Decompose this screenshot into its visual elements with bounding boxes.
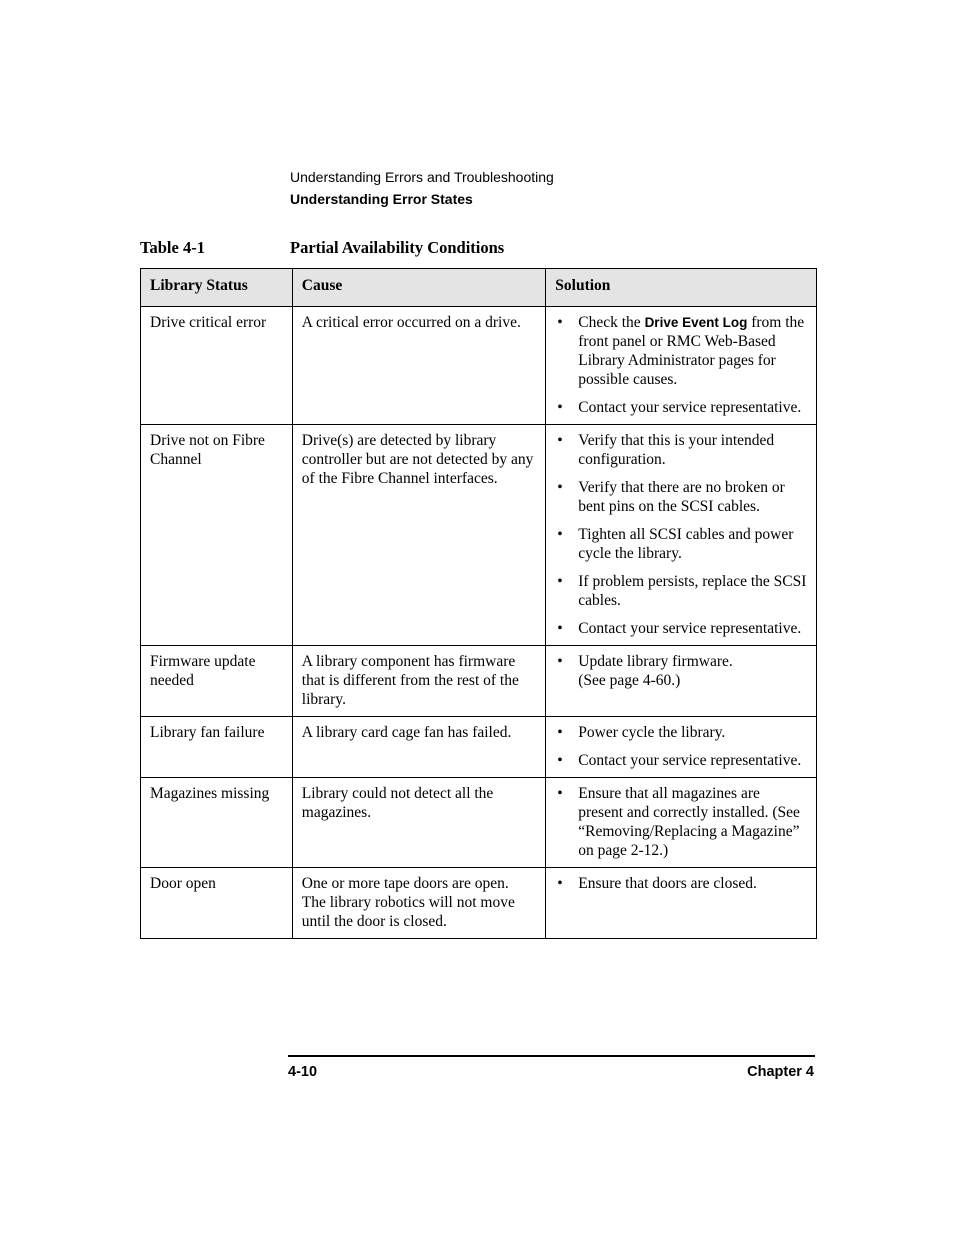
status-cell: Drive not on Fibre Channel	[141, 425, 293, 646]
solution-item: • Power cycle the library.	[557, 724, 726, 741]
bullet-icon: •	[557, 399, 563, 416]
page-number: 4-10	[288, 1064, 318, 1080]
table-title: Partial Availability Conditions	[290, 238, 505, 257]
bullet-icon: •	[557, 314, 563, 331]
status-cell: Door open	[141, 868, 293, 939]
solution-cell	[546, 868, 817, 939]
solution-item: • Tighten all SCSI cables and power cycle the library.	[557, 526, 794, 562]
bullet-icon: •	[557, 752, 563, 769]
solution-list	[555, 652, 807, 690]
solution-list	[555, 784, 807, 860]
solution-list	[555, 723, 807, 770]
bullet-icon: •	[557, 432, 563, 449]
table-row	[141, 425, 817, 646]
table-row	[141, 717, 817, 778]
solution-cell	[546, 646, 817, 717]
solution-item: • Update library firmware. (See page 4-60.)	[557, 653, 733, 689]
bullet-icon: •	[557, 785, 563, 802]
bullet-icon: •	[557, 479, 563, 496]
column-header-solution: Solution	[546, 269, 817, 307]
solution-item: • Ensure that doors are closed.	[557, 875, 757, 892]
status-cell: Firmware update needed	[141, 646, 293, 717]
solution-item: • Check the Drive Event Log from the front panel or RMC Web-Based Library Administrator pages for possible causes.	[557, 314, 805, 388]
bullet-icon: •	[557, 620, 563, 637]
table-row	[141, 778, 817, 868]
page-reference: (See page 4-60.)	[578, 672, 681, 689]
solution-cell	[546, 307, 817, 425]
solution-item: • Contact your service representative.	[557, 620, 802, 637]
section-title: Understanding Error States	[290, 191, 473, 207]
status-cell: Magazines missing	[141, 778, 293, 868]
drive-event-log-term: Drive Event Log	[644, 315, 748, 330]
solution-cell	[546, 425, 817, 646]
solution-item: • Contact your service representative.	[557, 752, 802, 769]
table-row	[141, 307, 817, 425]
column-header-library-status: Library Status	[141, 269, 293, 307]
partial-availability-table	[140, 268, 817, 939]
cause-cell: One or more tape doors are open. The library robotics will not move until the door is closed.	[292, 868, 545, 939]
cause-cell: A library component has firmware that is different from the rest of the library.	[292, 646, 545, 717]
solution-item: • If problem persists, replace the SCSI cables.	[557, 573, 807, 609]
column-header-cause: Cause	[292, 269, 545, 307]
running-header	[290, 166, 554, 210]
solution-item: • Verify that there are no broken or bent pins on the SCSI cables.	[557, 479, 785, 515]
cause-cell: A library card cage fan has failed.	[292, 717, 545, 778]
status-cell: Library fan failure	[141, 717, 293, 778]
cause-cell: Drive(s) are detected by library controller but are not detected by any of the Fibre Channel interfaces.	[292, 425, 545, 646]
cause-cell: A critical error occurred on a drive.	[292, 307, 545, 425]
solution-item: • Verify that this is your intended configuration.	[557, 432, 775, 468]
solution-list	[555, 431, 807, 638]
solution-item: • Ensure that all magazines are present and correctly installed. (See “Removing/Replacing a Magazine” on page 2-12.)	[557, 785, 800, 859]
bullet-icon: •	[557, 724, 563, 741]
solution-cell	[546, 717, 817, 778]
bullet-icon: •	[557, 526, 563, 543]
cause-cell: Library could not detect all the magazines.	[292, 778, 545, 868]
solution-cell	[546, 778, 817, 868]
footer-rule	[288, 1055, 815, 1057]
bullet-icon: •	[557, 653, 563, 670]
chapter-title: Understanding Errors and Troubleshooting	[290, 169, 554, 185]
table-row	[141, 868, 817, 939]
table-header-row	[141, 269, 817, 307]
bullet-icon: •	[557, 573, 563, 590]
chapter-label: Chapter 4	[747, 1064, 814, 1080]
solution-list	[555, 313, 807, 417]
solution-item: • Contact your service representative.	[557, 399, 802, 416]
solution-list	[555, 874, 807, 893]
table-row	[141, 646, 817, 717]
table-number: Table 4-1	[140, 238, 205, 257]
status-cell: Drive critical error	[141, 307, 293, 425]
bullet-icon: •	[557, 875, 563, 892]
